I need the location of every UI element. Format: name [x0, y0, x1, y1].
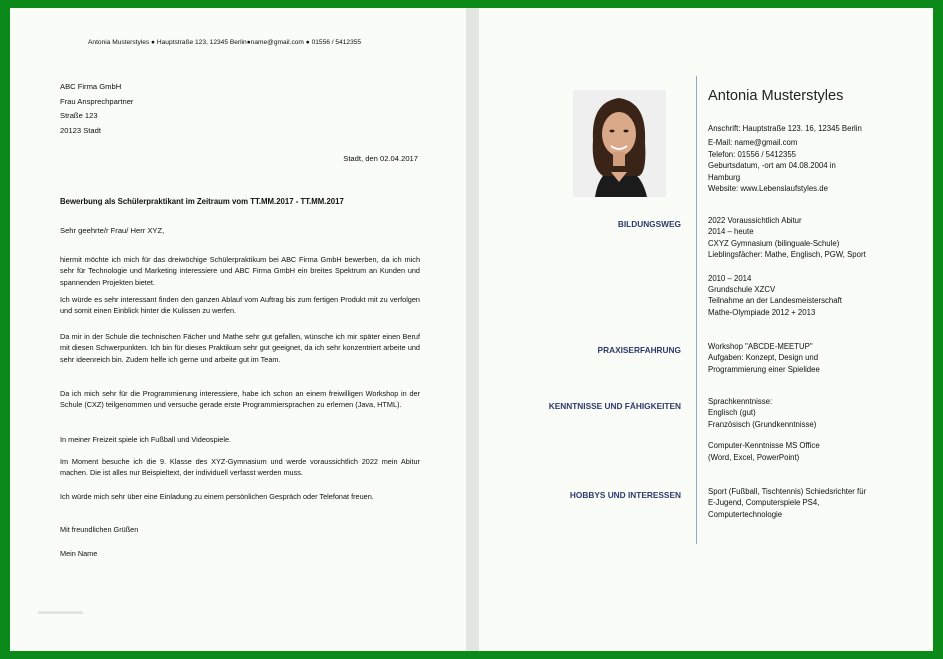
contact-email: E-Mail: name@gmail.com [708, 138, 798, 148]
skills-line: Computer-Kenntnisse MS Office [708, 441, 820, 451]
page-gap [466, 8, 479, 651]
bullet-icon: ● [246, 39, 251, 46]
letter-paragraph: Im Moment besuche ich die 9. Klasse des XYZ-Gymnasium und werde voraussichtlich 2022 mein Abitur machen. Die ist alles nur Beispieltext, der individuell verfasst werden muss. [60, 457, 420, 478]
hobbies-line: Computertechnologie [708, 509, 783, 519]
section-title-hobbies: HOBBYS UND INTERESSEN [569, 490, 681, 500]
recipient-address [60, 80, 133, 138]
letter-salutation: Sehr geehrte/r Frau/ Herr XYZ, [60, 226, 165, 235]
section-title-experience: PRAXISERFAHRUNG [597, 345, 681, 355]
recipient-line: Frau Ansprechpartner [60, 96, 134, 106]
skills-line: Französisch (Grundkenntnisse) [708, 419, 817, 429]
skills-line: Englisch (gut) [708, 408, 756, 418]
cv-divider-line [696, 76, 697, 544]
experience-line: Programmierung einer Spielidee [708, 364, 820, 374]
contact-address: Anschrift: Hauptstraße 123. 16, 12345 Berlin [708, 124, 862, 133]
recipient-line: Straße 123 [60, 111, 98, 121]
cv-page [479, 8, 933, 651]
section-title-education: BILDUNGSWEG [617, 219, 681, 229]
sender-name: Antonia Musterstyles [88, 39, 150, 46]
sender-header [88, 39, 361, 46]
experience-line: Workshop "ABCDE-MEETUP" [708, 342, 813, 351]
education-line: 2010 – 2014 [708, 273, 752, 283]
hobbies-line: Sport (Fußball, Tischtennis) Schiedsrichter für [708, 487, 867, 496]
education-line: Grundschule XZCV [708, 285, 776, 295]
skills-block [708, 396, 908, 463]
letter-signature: Mein Name [60, 549, 98, 558]
hobbies-line: E-Jugend, Computerspiele PS4, [708, 498, 820, 508]
education-line: CXYZ Gymnasium (bilinguale-Schule) [708, 238, 840, 248]
recipient-line: 20123 Stadt [60, 125, 101, 135]
experience-line: Aufgaben: Konzept, Design und [708, 353, 819, 363]
letter-paragraph: In meiner Freizeit spiele ich Fußball und Videospiele. [60, 435, 232, 444]
letter-paragraph: Da ich mich sehr für die Programmierung interessiere, habe ich schon an einem freiwilligen Workshop in der Schule (CXZ) teilgenommen und versuche gerade erste Programmiersprachen zu erlernen (Java, HTML). [60, 389, 420, 410]
letter-paragraph: Da mir in der Schule die technischen Fächer und Mathe sehr gut gefallen, wünsche ich mir später einen Beruf mit diesen Schwerpunkten. Ich bin für dieses Praktikum sehr gut geeignet, da ich sehr konzentriert arbeite und sehr ideenreich bin. Zudem helfe ich gerne und arbeite gut im Team. [60, 332, 420, 364]
recipient-line: ABC Firma GmbH [60, 82, 122, 91]
bullet-icon: ● [151, 39, 156, 46]
skills-line: Sprachkenntnisse: [708, 397, 773, 406]
contact-birth: Geburtsdatum, -ort am 04.08.2004 in [708, 161, 836, 171]
hobbies-block [708, 486, 908, 520]
education-line: Teilnahme an der Landesmeisterschaft [708, 296, 842, 306]
bullet-icon: ● [305, 39, 310, 46]
education-line: Mathe-Olympiade 2012 + 2013 [708, 307, 816, 317]
letter-paragraph: hiermit möchte ich mich für das dreiwöchige Schülerpraktikum bei ABC Firma GmbH bewerben, da ich mich sehr für Technologie und Marketing interessiere und ABC Firma GmbH ein breites Spektrum an Kunden und spannenden Projekten bietet. [60, 255, 420, 287]
skills-line: (Word, Excel, PowerPoint) [708, 452, 800, 462]
letter-date: Stadt, den 02.04.2017 [343, 154, 418, 163]
profile-photo [573, 90, 666, 197]
cover-letter-page [10, 8, 466, 651]
contact-birthplace: Hamburg [708, 172, 741, 182]
education-line: Lieblingsfächer: Mathe, Englisch, PGW, Sport [708, 250, 866, 260]
letter-subject: Bewerbung als Schülerpraktikant im Zeitraum vom TT.MM.2017 - TT.MM.2017 [60, 197, 344, 206]
contact-website: Website: www.Lebenslaufstyles.de [708, 184, 828, 194]
letter-paragraph: Ich würde es sehr interessant finden den ganzen Ablauf vom Auftrag bis zum fertigen Produkt mit zu verfolgen und somit einen Einblick hinter die Kulissen zu werfen. [60, 295, 420, 316]
watermark: ▬▬▬▬▬ [38, 606, 83, 616]
cv-name: Antonia Musterstyles [708, 88, 844, 104]
letter-paragraph: Ich würde mich sehr über eine Einladung zu einem persönlichen Gespräch oder Telefonat freuen. [60, 492, 374, 501]
sender-address: Hauptstraße 123, 12345 Berlin [156, 39, 247, 46]
education-line: 2014 – heute [708, 227, 754, 237]
experience-block [708, 341, 908, 375]
cv-contact [708, 123, 862, 194]
contact-phone: Telefon: 01556 / 5412355 [708, 149, 797, 159]
letter-closing: Mit freundlichen Grüßen [60, 525, 139, 534]
sender-phone: 01556 / 5412355 [311, 39, 362, 46]
sender-email: name@gmail.com [250, 39, 304, 46]
education-block [708, 215, 908, 318]
education-line: 2022 Voraussichtlich Abitur [708, 216, 802, 225]
section-title-skills: KENNTNISSE UND FÄHIGKEITEN [548, 401, 681, 411]
